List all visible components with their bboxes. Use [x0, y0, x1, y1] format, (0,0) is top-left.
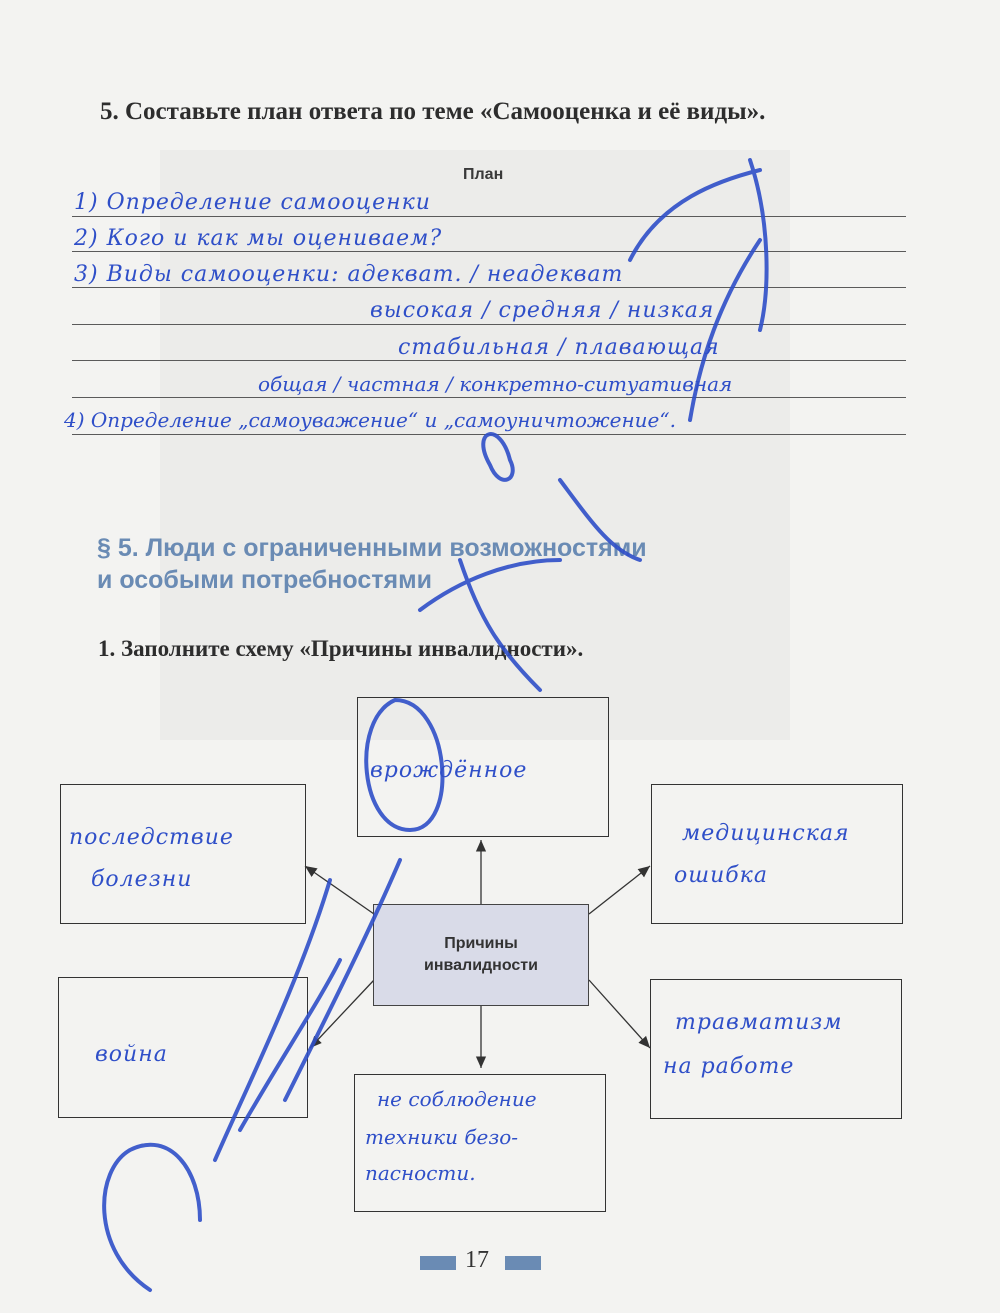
- box-right-top-text-1: медицинская: [682, 821, 850, 846]
- box-right-top-text-2: ошибка: [674, 863, 768, 888]
- plan-label: План: [463, 166, 504, 183]
- box-left-top-text-1: последствие: [69, 825, 234, 850]
- center-box-line1: Причины: [444, 935, 518, 952]
- center-box: [373, 904, 589, 1006]
- arrow-to-right-bottom: [589, 980, 650, 1048]
- arrow-to-left-bottom: [310, 980, 374, 1048]
- box-bottom-text-3: пасности.: [365, 1161, 476, 1185]
- box-bottom-text-1: не соблюдение: [377, 1087, 537, 1111]
- page-number: 17: [465, 1247, 489, 1273]
- box-bottom: [354, 1074, 606, 1212]
- box-left-bottom: [58, 977, 308, 1118]
- box-bottom-text-2: техники безо-: [365, 1125, 519, 1149]
- center-box-line2: инвалидности: [424, 957, 538, 974]
- handwritten-line: стабильная / плавающая: [398, 335, 720, 360]
- box-left-top-text-2: болезни: [91, 867, 193, 892]
- handwritten-line: 4) Определение „самоуважение“ и „самоуничтожение“.: [64, 408, 676, 432]
- task1-heading: 1. Заполните схему «Причины инвалидности».: [98, 636, 584, 661]
- arrow-to-right-top: [589, 866, 650, 914]
- box-right-top: [651, 784, 903, 924]
- handwritten-line: высокая / средняя / низкая: [370, 298, 715, 323]
- handwritten-line: общая / частная / конкретно-ситуативная: [258, 372, 733, 396]
- box-left-bottom-text: война: [95, 1042, 168, 1067]
- box-top: [357, 697, 609, 837]
- section-heading-line2: и особыми потребностями: [97, 566, 432, 594]
- arrow-to-left-top: [305, 866, 374, 914]
- page-bar-left: [420, 1256, 456, 1270]
- box-top-text: врождённое: [370, 758, 528, 783]
- box-right-bottom-text-1: травматизм: [675, 1010, 843, 1035]
- box-left-top: [60, 784, 306, 924]
- page-bar-right: [505, 1256, 541, 1270]
- box-right-bottom-text-2: на работе: [663, 1054, 795, 1079]
- handwritten-line: 2) Кого и как мы оцениваем?: [74, 226, 443, 251]
- section-heading-line1: § 5. Люди с ограниченными возможностями: [97, 534, 647, 562]
- handwritten-line: 3) Виды самооценки: адекват. / неадекват: [74, 262, 624, 287]
- handwritten-line: 1) Определение самооценки: [74, 190, 431, 215]
- task5-heading: 5. Составьте план ответа по теме «Самооценка и её виды».: [100, 98, 766, 125]
- box-right-bottom: [650, 979, 902, 1119]
